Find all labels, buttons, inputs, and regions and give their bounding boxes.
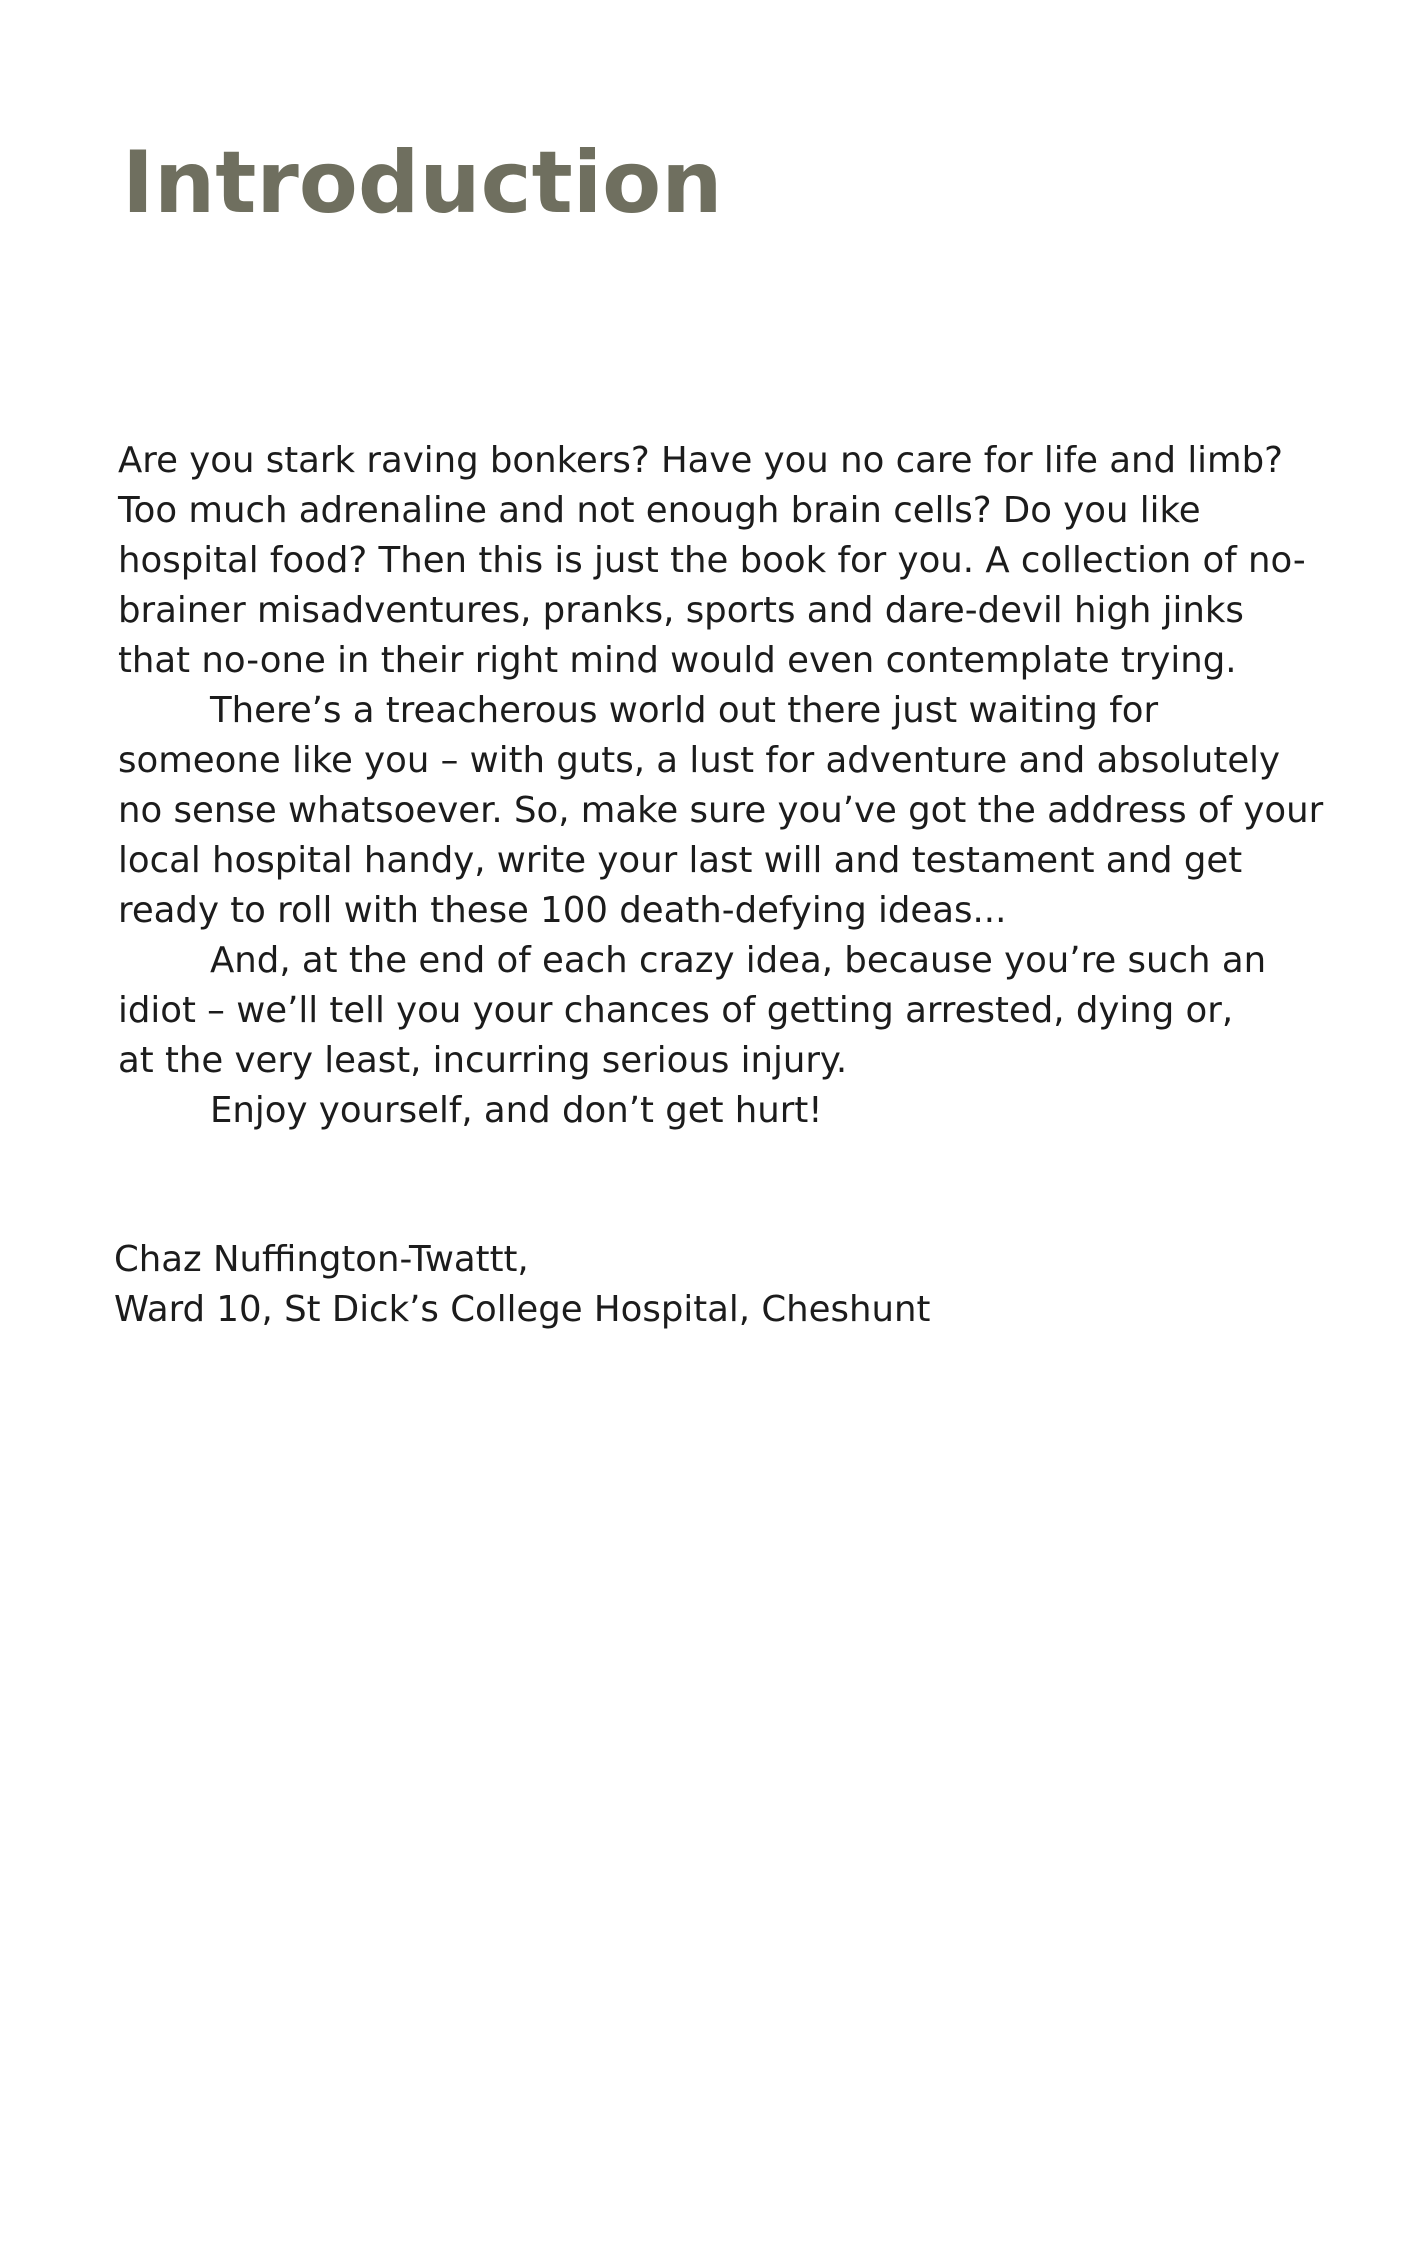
signature-block [114, 1235, 930, 1335]
text-line: ready to roll with these 100 death-defying ideas... [118, 890, 1007, 931]
text-line: idiot – we’ll tell you your chances of getting arrested, dying or, [118, 990, 1234, 1031]
text-line: someone like you – with guts, a lust for adventure and absolutely [118, 740, 1281, 781]
paragraph-2 [118, 686, 1324, 936]
text-line: hospital food? Then this is just the book for you. A collection of no- [118, 540, 1306, 581]
paragraph-3 [118, 936, 1267, 1086]
paragraph-1 [118, 436, 1306, 686]
text-line: that no-one in their right mind would even contemplate trying. [118, 640, 1237, 681]
text-line: And, at the end of each crazy idea, because you’re such an [210, 940, 1267, 981]
text-line: at the very least, incurring serious injury. [118, 1040, 848, 1081]
text-line: local hospital handy, write your last will and testament and get [118, 840, 1243, 881]
paragraph-4 [118, 1086, 1258, 1136]
text-line: Are you stark raving bonkers? Have you no care for life and limb? [118, 440, 1283, 481]
page-title: Introduction [122, 133, 723, 233]
signature-name: Chaz Nuffington-Twattt, [114, 1239, 529, 1280]
text-line: Enjoy yourself, and don’t get hurt! [210, 1090, 823, 1131]
signature-address: Ward 10, St Dick’s College Hospital, Cheshunt [114, 1289, 931, 1330]
text-line: brainer misadventures, pranks, sports and dare-devil high jinks [118, 590, 1244, 631]
introduction-body [118, 436, 1324, 1136]
text-line: Too much adrenaline and not enough brain cells? Do you like [118, 490, 1201, 531]
text-line: There’s a treacherous world out there just waiting for [210, 690, 1159, 731]
text-line: no sense whatsoever. So, make sure you’ve got the address of your [118, 790, 1324, 831]
